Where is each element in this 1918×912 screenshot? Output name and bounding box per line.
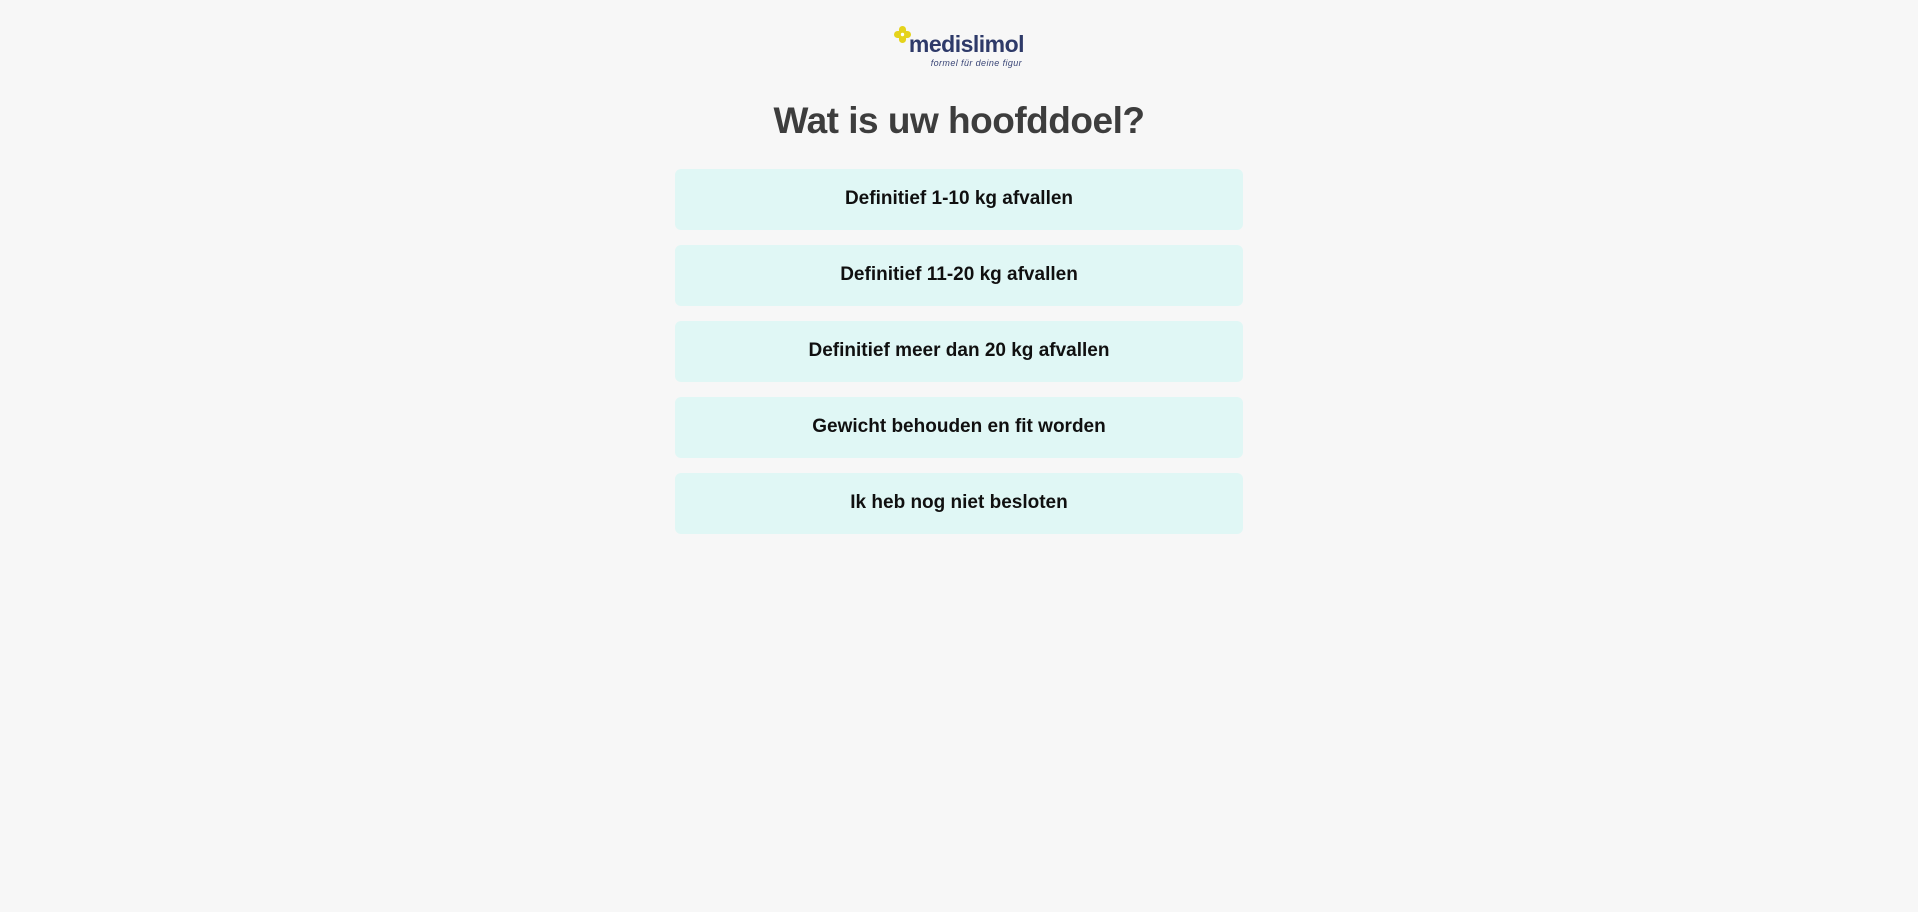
quiz-page [675,0,1243,534]
option-maintain-weight-get-fit[interactable]: Gewicht behouden en fit worden [675,397,1243,458]
brand-logo-row [894,27,1024,56]
brand-tagline: formel für deine figur [930,58,1023,68]
option-lose-11-20-kg[interactable]: Definitief 11-20 kg afvallen [675,245,1243,306]
question-title: Wat is uw hoofddoel? [773,100,1145,141]
option-lose-more-than-20-kg[interactable]: Definitief meer dan 20 kg afvallen [675,321,1243,382]
brand-logo [894,27,1024,68]
option-lose-1-10-kg[interactable]: Definitief 1-10 kg afvallen [675,169,1243,230]
option-not-decided-yet[interactable]: Ik heb nog niet besloten [675,473,1243,534]
options-list [675,169,1243,534]
brand-name: medislimol [908,31,1025,57]
